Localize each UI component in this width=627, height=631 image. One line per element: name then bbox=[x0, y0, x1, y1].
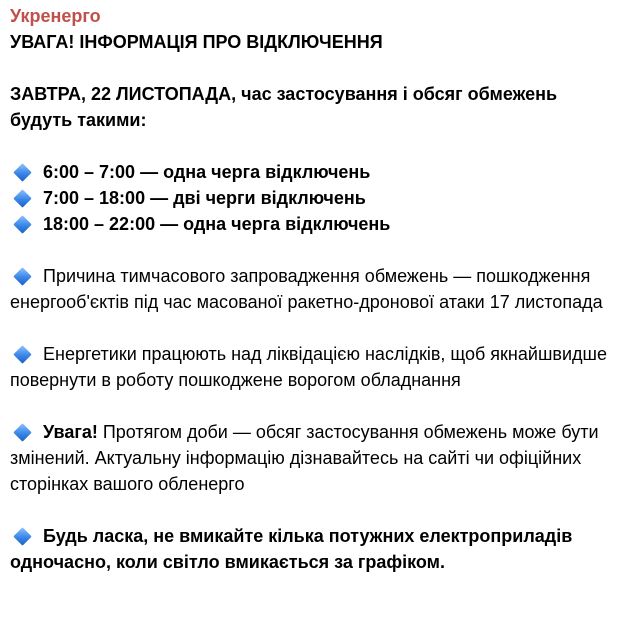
spacer bbox=[10, 237, 617, 263]
spacer bbox=[10, 497, 617, 523]
blue-diamond-icon bbox=[13, 189, 31, 207]
blue-diamond-icon bbox=[13, 527, 31, 545]
warning-paragraph bbox=[10, 419, 617, 497]
spacer bbox=[10, 55, 617, 81]
intro-line-1: ЗАВТРА, 22 ЛИСТОПАДА, час застосування і обсяг обмежень bbox=[10, 84, 558, 104]
spacer bbox=[10, 133, 617, 159]
intro-line-2: будуть такими: bbox=[10, 110, 147, 130]
reason-text: Причина тимчасового запровадження обмежень — пошкодження енергооб'єктів під час масованої ракетно-дронової атаки 17 листопада bbox=[10, 266, 603, 312]
warning-text: Протягом доби — обсяг застосування обмежень може бути змінений. Актуальну інформацію дізнавайтесь на сайті чи офіційних сторінках вашого обленерго bbox=[10, 422, 599, 494]
blue-diamond-icon bbox=[13, 345, 31, 363]
repair-paragraph bbox=[10, 341, 617, 393]
blue-diamond-icon bbox=[13, 215, 31, 233]
schedule-item bbox=[10, 211, 617, 237]
appeal-text: Будь ласка, не вмикайте кілька потужних електроприладів одночасно, коли світло вмикається за графіком. bbox=[10, 526, 573, 572]
schedule-item-text: 6:00 – 7:00 — одна черга відключень bbox=[43, 162, 371, 182]
blue-diamond-icon bbox=[13, 267, 31, 285]
blue-diamond-icon bbox=[13, 163, 31, 181]
schedule-item bbox=[10, 159, 617, 185]
headline: УВАГА! ІНФОРМАЦІЯ ПРО ВІДКЛЮЧЕННЯ bbox=[10, 32, 383, 52]
appeal-paragraph bbox=[10, 523, 617, 575]
spacer bbox=[10, 315, 617, 341]
sender-name[interactable]: Укренерго bbox=[10, 6, 101, 26]
schedule-item-text: 18:00 – 22:00 — одна черга відключень bbox=[43, 214, 391, 234]
spacer bbox=[10, 393, 617, 419]
reason-paragraph bbox=[10, 263, 617, 315]
schedule-item bbox=[10, 185, 617, 211]
schedule-item-text: 7:00 – 18:00 — дві черги відключень bbox=[43, 188, 366, 208]
warning-label: Увага! bbox=[43, 422, 98, 442]
repair-text: Енергетики працюють над ліквідацією наслідків, щоб якнайшвидше повернути в роботу пошкоджене ворогом обладнання bbox=[10, 344, 607, 390]
blue-diamond-icon bbox=[13, 423, 31, 441]
